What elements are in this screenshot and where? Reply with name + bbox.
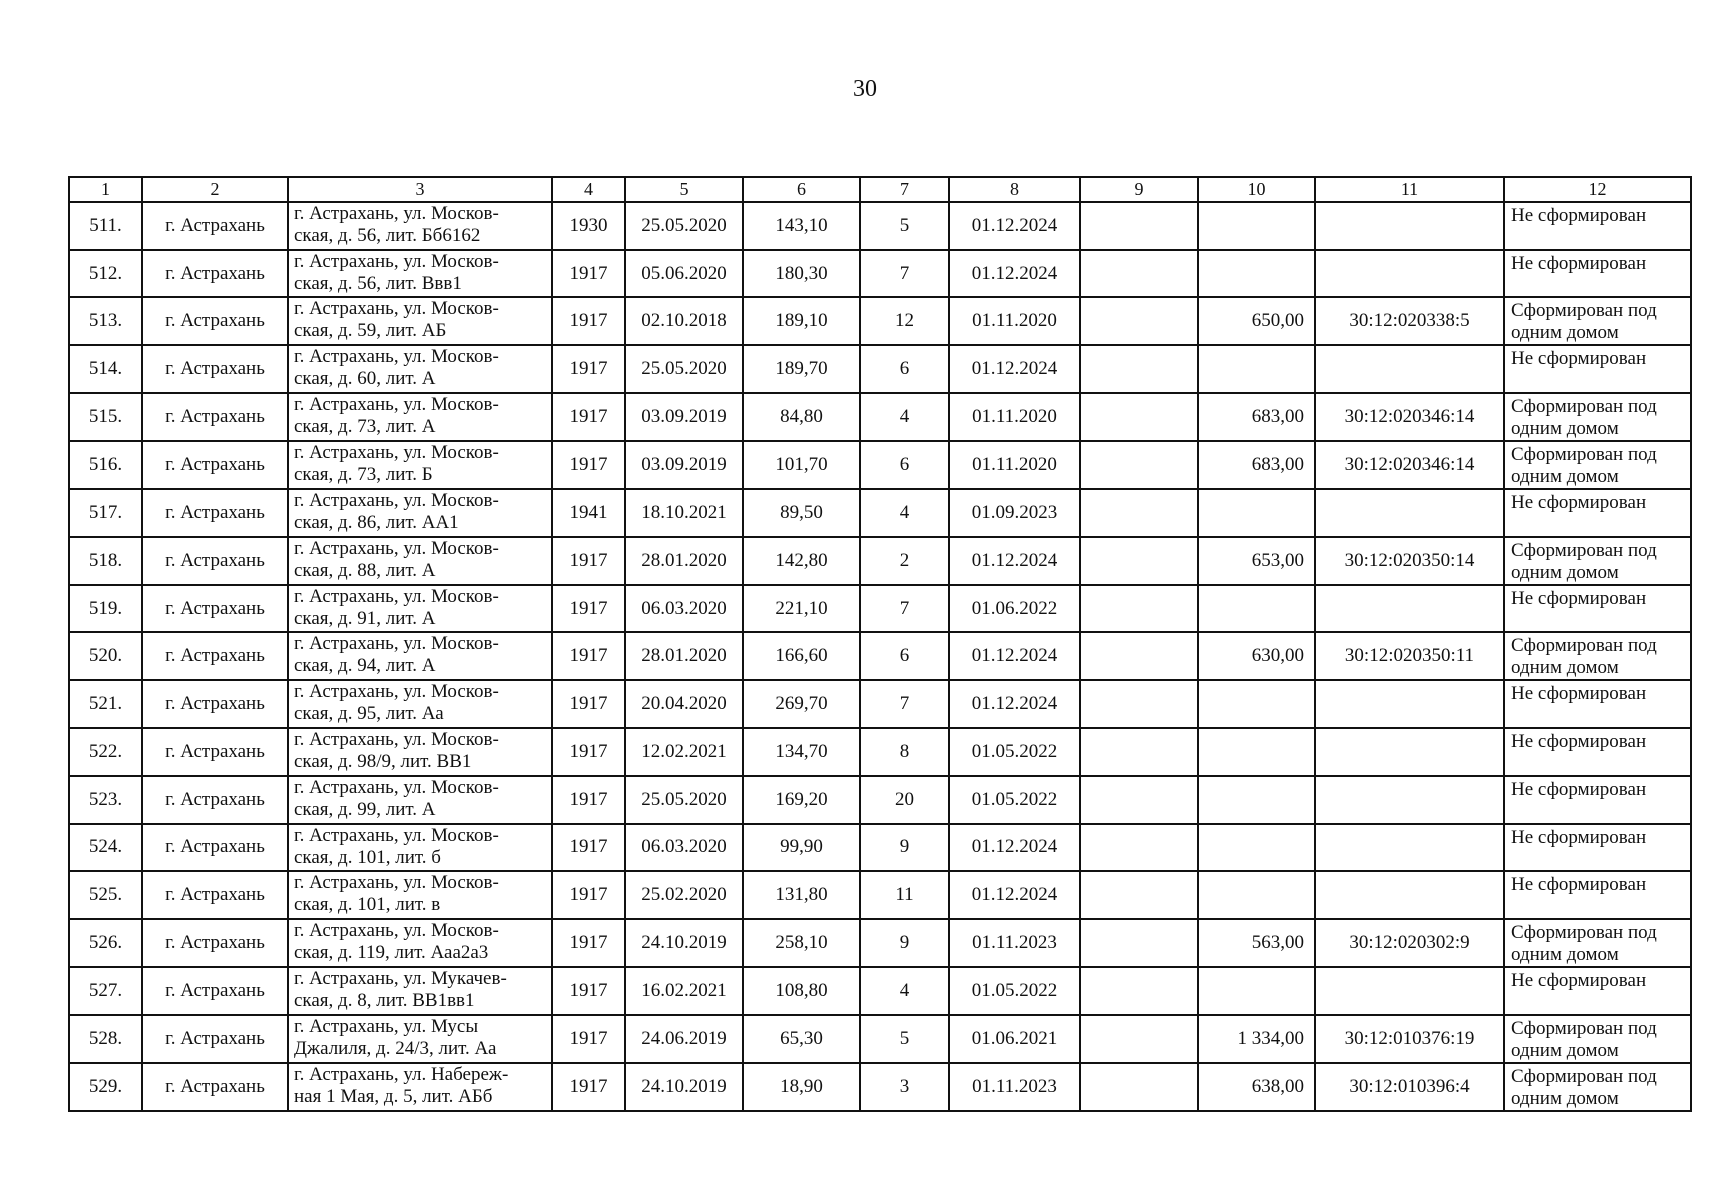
column-header-1: 1 <box>69 177 142 202</box>
cadastral-number-cell: 30:12:010376:19 <box>1315 1015 1504 1063</box>
cadastral-number-cell <box>1315 871 1504 919</box>
area-cell: 108,80 <box>743 967 860 1015</box>
address-cell: г. Астрахань, ул. Москов- ская, д. 101, лит. б <box>288 824 552 872</box>
row-number-cell: 519. <box>69 585 142 633</box>
land-status-cell: Не сформирован <box>1504 489 1691 537</box>
land-area-cell: 630,00 <box>1198 632 1315 680</box>
planned-date-cell: 01.12.2024 <box>949 824 1080 872</box>
column-9-cell <box>1080 489 1198 537</box>
cadastral-number-cell: 30:12:020346:14 <box>1315 393 1504 441</box>
cadastral-number-cell <box>1315 250 1504 298</box>
planned-date-cell: 01.05.2022 <box>949 967 1080 1015</box>
address-cell: г. Астрахань, ул. Мукачев- ская, д. 8, лит. ВВ1вв1 <box>288 967 552 1015</box>
address-cell: г. Астрахань, ул. Москов- ская, д. 73, лит. Б <box>288 441 552 489</box>
year-cell: 1917 <box>552 1063 625 1111</box>
land-status-cell: Сформирован под одним домом <box>1504 537 1691 585</box>
address-cell: г. Астрахань, ул. Москов- ская, д. 59, лит. АБ <box>288 297 552 345</box>
column-9-cell <box>1080 297 1198 345</box>
table-row <box>69 680 1691 728</box>
land-area-cell: 683,00 <box>1198 393 1315 441</box>
date-cell: 06.03.2020 <box>625 585 743 633</box>
date-cell: 28.01.2020 <box>625 537 743 585</box>
table-row <box>69 393 1691 441</box>
cadastral-number-cell <box>1315 776 1504 824</box>
year-cell: 1917 <box>552 297 625 345</box>
cadastral-number-cell: 30:12:020350:14 <box>1315 537 1504 585</box>
address-cell: г. Астрахань, ул. Москов- ская, д. 56, лит. Бб6162 <box>288 202 552 250</box>
column-header-3: 3 <box>288 177 552 202</box>
land-status-cell: Не сформирован <box>1504 585 1691 633</box>
city-cell: г. Астрахань <box>142 345 288 393</box>
table-header <box>69 177 1691 202</box>
city-cell: г. Астрахань <box>142 824 288 872</box>
count-cell: 8 <box>860 728 949 776</box>
date-cell: 16.02.2021 <box>625 967 743 1015</box>
land-status-cell: Не сформирован <box>1504 824 1691 872</box>
land-area-cell <box>1198 776 1315 824</box>
column-9-cell <box>1080 632 1198 680</box>
land-area-cell <box>1198 202 1315 250</box>
date-cell: 28.01.2020 <box>625 632 743 680</box>
date-cell: 06.03.2020 <box>625 824 743 872</box>
area-cell: 65,30 <box>743 1015 860 1063</box>
city-cell: г. Астрахань <box>142 537 288 585</box>
count-cell: 2 <box>860 537 949 585</box>
city-cell: г. Астрахань <box>142 441 288 489</box>
column-9-cell <box>1080 680 1198 728</box>
column-9-cell <box>1080 393 1198 441</box>
count-cell: 12 <box>860 297 949 345</box>
table-row <box>69 489 1691 537</box>
count-cell: 9 <box>860 919 949 967</box>
area-cell: 189,70 <box>743 345 860 393</box>
count-cell: 7 <box>860 585 949 633</box>
table-row <box>69 297 1691 345</box>
table-row <box>69 1063 1691 1111</box>
area-cell: 269,70 <box>743 680 860 728</box>
address-cell: г. Астрахань, ул. Москов- ская, д. 119, лит. Ааа2а3 <box>288 919 552 967</box>
page-number: 30 <box>853 76 877 102</box>
planned-date-cell: 01.06.2021 <box>949 1015 1080 1063</box>
column-header-10: 10 <box>1198 177 1315 202</box>
address-cell: г. Астрахань, ул. Москов- ская, д. 99, лит. А <box>288 776 552 824</box>
column-header-7: 7 <box>860 177 949 202</box>
planned-date-cell: 01.05.2022 <box>949 728 1080 776</box>
row-number-cell: 526. <box>69 919 142 967</box>
column-header-6: 6 <box>743 177 860 202</box>
planned-date-cell: 01.12.2024 <box>949 537 1080 585</box>
planned-date-cell: 01.09.2023 <box>949 489 1080 537</box>
city-cell: г. Астрахань <box>142 393 288 441</box>
area-cell: 180,30 <box>743 250 860 298</box>
land-area-cell: 638,00 <box>1198 1063 1315 1111</box>
city-cell: г. Астрахань <box>142 919 288 967</box>
date-cell: 24.10.2019 <box>625 919 743 967</box>
planned-date-cell: 01.05.2022 <box>949 776 1080 824</box>
area-cell: 142,80 <box>743 537 860 585</box>
land-status-cell: Не сформирован <box>1504 871 1691 919</box>
cadastral-number-cell <box>1315 680 1504 728</box>
land-status-cell: Сформирован под одним домом <box>1504 1063 1691 1111</box>
year-cell: 1941 <box>552 489 625 537</box>
table-row <box>69 1015 1691 1063</box>
year-cell: 1917 <box>552 585 625 633</box>
land-area-cell <box>1198 967 1315 1015</box>
land-status-cell: Сформирован под одним домом <box>1504 297 1691 345</box>
land-area-cell: 1 334,00 <box>1198 1015 1315 1063</box>
year-cell: 1917 <box>552 441 625 489</box>
column-9-cell <box>1080 250 1198 298</box>
column-9-cell <box>1080 776 1198 824</box>
land-area-cell <box>1198 824 1315 872</box>
city-cell: г. Астрахань <box>142 680 288 728</box>
table-row <box>69 202 1691 250</box>
row-number-cell: 511. <box>69 202 142 250</box>
area-cell: 18,90 <box>743 1063 860 1111</box>
count-cell: 20 <box>860 776 949 824</box>
address-cell: г. Астрахань, ул. Москов- ская, д. 91, лит. А <box>288 585 552 633</box>
cadastral-number-cell <box>1315 202 1504 250</box>
area-cell: 258,10 <box>743 919 860 967</box>
year-cell: 1917 <box>552 537 625 585</box>
housing-registry-table <box>68 176 1692 1112</box>
land-status-cell: Сформирован под одним домом <box>1504 393 1691 441</box>
date-cell: 20.04.2020 <box>625 680 743 728</box>
area-cell: 84,80 <box>743 393 860 441</box>
column-header-2: 2 <box>142 177 288 202</box>
row-number-cell: 525. <box>69 871 142 919</box>
column-9-cell <box>1080 345 1198 393</box>
row-number-cell: 523. <box>69 776 142 824</box>
row-number-cell: 522. <box>69 728 142 776</box>
cadastral-number-cell: 30:12:020350:11 <box>1315 632 1504 680</box>
land-status-cell: Не сформирован <box>1504 202 1691 250</box>
year-cell: 1917 <box>552 393 625 441</box>
planned-date-cell: 01.12.2024 <box>949 871 1080 919</box>
count-cell: 7 <box>860 680 949 728</box>
city-cell: г. Астрахань <box>142 871 288 919</box>
date-cell: 03.09.2019 <box>625 393 743 441</box>
year-cell: 1917 <box>552 632 625 680</box>
table-row <box>69 824 1691 872</box>
table-row <box>69 919 1691 967</box>
area-cell: 143,10 <box>743 202 860 250</box>
city-cell: г. Астрахань <box>142 489 288 537</box>
column-header-5: 5 <box>625 177 743 202</box>
row-number-cell: 517. <box>69 489 142 537</box>
planned-date-cell: 01.11.2020 <box>949 393 1080 441</box>
date-cell: 05.06.2020 <box>625 250 743 298</box>
address-cell: г. Астрахань, ул. Москов- ская, д. 56, лит. Ввв1 <box>288 250 552 298</box>
land-area-cell <box>1198 250 1315 298</box>
city-cell: г. Астрахань <box>142 967 288 1015</box>
city-cell: г. Астрахань <box>142 1063 288 1111</box>
cadastral-number-cell: 30:12:010396:4 <box>1315 1063 1504 1111</box>
column-header-11: 11 <box>1315 177 1504 202</box>
land-status-cell: Сформирован под одним домом <box>1504 632 1691 680</box>
column-header-8: 8 <box>949 177 1080 202</box>
table-row <box>69 776 1691 824</box>
year-cell: 1917 <box>552 680 625 728</box>
cadastral-number-cell <box>1315 345 1504 393</box>
table-row <box>69 345 1691 393</box>
date-cell: 25.05.2020 <box>625 345 743 393</box>
row-number-cell: 515. <box>69 393 142 441</box>
row-number-cell: 512. <box>69 250 142 298</box>
row-number-cell: 516. <box>69 441 142 489</box>
land-area-cell <box>1198 680 1315 728</box>
cadastral-number-cell <box>1315 824 1504 872</box>
address-cell: г. Астрахань, ул. Москов- ская, д. 88, лит. А <box>288 537 552 585</box>
land-status-cell: Не сформирован <box>1504 776 1691 824</box>
date-cell: 24.10.2019 <box>625 1063 743 1111</box>
column-9-cell <box>1080 824 1198 872</box>
date-cell: 02.10.2018 <box>625 297 743 345</box>
cadastral-number-cell: 30:12:020338:5 <box>1315 297 1504 345</box>
address-cell: г. Астрахань, ул. Москов- ская, д. 73, лит. А <box>288 393 552 441</box>
city-cell: г. Астрахань <box>142 1015 288 1063</box>
city-cell: г. Астрахань <box>142 297 288 345</box>
count-cell: 6 <box>860 441 949 489</box>
year-cell: 1917 <box>552 919 625 967</box>
count-cell: 5 <box>860 1015 949 1063</box>
area-cell: 99,90 <box>743 824 860 872</box>
planned-date-cell: 01.11.2023 <box>949 919 1080 967</box>
planned-date-cell: 01.12.2024 <box>949 202 1080 250</box>
planned-date-cell: 01.11.2020 <box>949 441 1080 489</box>
date-cell: 24.06.2019 <box>625 1015 743 1063</box>
header-row <box>69 177 1691 202</box>
count-cell: 7 <box>860 250 949 298</box>
cadastral-number-cell: 30:12:020346:14 <box>1315 441 1504 489</box>
city-cell: г. Астрахань <box>142 776 288 824</box>
row-number-cell: 513. <box>69 297 142 345</box>
area-cell: 166,60 <box>743 632 860 680</box>
column-9-cell <box>1080 202 1198 250</box>
table-row <box>69 632 1691 680</box>
date-cell: 25.02.2020 <box>625 871 743 919</box>
cadastral-number-cell <box>1315 728 1504 776</box>
address-cell: г. Астрахань, ул. Москов- ская, д. 86, лит. АА1 <box>288 489 552 537</box>
land-status-cell: Сформирован под одним домом <box>1504 441 1691 489</box>
count-cell: 4 <box>860 489 949 537</box>
area-cell: 101,70 <box>743 441 860 489</box>
column-9-cell <box>1080 441 1198 489</box>
column-9-cell <box>1080 967 1198 1015</box>
land-status-cell: Не сформирован <box>1504 250 1691 298</box>
cadastral-number-cell <box>1315 585 1504 633</box>
date-cell: 03.09.2019 <box>625 441 743 489</box>
area-cell: 134,70 <box>743 728 860 776</box>
land-status-cell: Не сформирован <box>1504 967 1691 1015</box>
land-area-cell <box>1198 871 1315 919</box>
count-cell: 3 <box>860 1063 949 1111</box>
land-area-cell: 650,00 <box>1198 297 1315 345</box>
address-cell: г. Астрахань, ул. Набереж- ная 1 Мая, д. 5, лит. АБб <box>288 1063 552 1111</box>
column-header-9: 9 <box>1080 177 1198 202</box>
count-cell: 4 <box>860 967 949 1015</box>
column-9-cell <box>1080 919 1198 967</box>
cadastral-number-cell <box>1315 489 1504 537</box>
city-cell: г. Астрахань <box>142 250 288 298</box>
column-9-cell <box>1080 537 1198 585</box>
table-row <box>69 967 1691 1015</box>
planned-date-cell: 01.06.2022 <box>949 585 1080 633</box>
land-status-cell: Не сформирован <box>1504 345 1691 393</box>
cadastral-number-cell: 30:12:020302:9 <box>1315 919 1504 967</box>
year-cell: 1917 <box>552 250 625 298</box>
count-cell: 4 <box>860 393 949 441</box>
row-number-cell: 518. <box>69 537 142 585</box>
row-number-cell: 514. <box>69 345 142 393</box>
land-status-cell: Сформирован под одним домом <box>1504 919 1691 967</box>
land-area-cell: 683,00 <box>1198 441 1315 489</box>
column-9-cell <box>1080 1015 1198 1063</box>
year-cell: 1917 <box>552 345 625 393</box>
date-cell: 18.10.2021 <box>625 489 743 537</box>
column-9-cell <box>1080 1063 1198 1111</box>
address-cell: г. Астрахань, ул. Москов- ская, д. 101, лит. в <box>288 871 552 919</box>
year-cell: 1917 <box>552 871 625 919</box>
city-cell: г. Астрахань <box>142 632 288 680</box>
area-cell: 131,80 <box>743 871 860 919</box>
address-cell: г. Астрахань, ул. Москов- ская, д. 60, лит. А <box>288 345 552 393</box>
city-cell: г. Астрахань <box>142 728 288 776</box>
count-cell: 6 <box>860 345 949 393</box>
land-status-cell: Не сформирован <box>1504 728 1691 776</box>
area-cell: 189,10 <box>743 297 860 345</box>
row-number-cell: 520. <box>69 632 142 680</box>
row-number-cell: 529. <box>69 1063 142 1111</box>
planned-date-cell: 01.12.2024 <box>949 250 1080 298</box>
address-cell: г. Астрахань, ул. Москов- ская, д. 95, лит. Аа <box>288 680 552 728</box>
land-area-cell <box>1198 585 1315 633</box>
year-cell: 1917 <box>552 824 625 872</box>
land-status-cell: Сформирован под одним домом <box>1504 1015 1691 1063</box>
table-row <box>69 537 1691 585</box>
column-9-cell <box>1080 871 1198 919</box>
planned-date-cell: 01.11.2020 <box>949 297 1080 345</box>
year-cell: 1917 <box>552 728 625 776</box>
row-number-cell: 521. <box>69 680 142 728</box>
date-cell: 25.05.2020 <box>625 202 743 250</box>
planned-date-cell: 01.12.2024 <box>949 345 1080 393</box>
land-area-cell: 653,00 <box>1198 537 1315 585</box>
table-row <box>69 585 1691 633</box>
table-row <box>69 250 1691 298</box>
planned-date-cell: 01.11.2023 <box>949 1063 1080 1111</box>
land-status-cell: Не сформирован <box>1504 680 1691 728</box>
cadastral-number-cell <box>1315 967 1504 1015</box>
table-row <box>69 871 1691 919</box>
area-cell: 221,10 <box>743 585 860 633</box>
table-row <box>69 441 1691 489</box>
address-cell: г. Астрахань, ул. Москов- ская, д. 94, лит. А <box>288 632 552 680</box>
year-cell: 1930 <box>552 202 625 250</box>
area-cell: 89,50 <box>743 489 860 537</box>
count-cell: 6 <box>860 632 949 680</box>
row-number-cell: 527. <box>69 967 142 1015</box>
land-area-cell: 563,00 <box>1198 919 1315 967</box>
date-cell: 12.02.2021 <box>625 728 743 776</box>
year-cell: 1917 <box>552 967 625 1015</box>
column-9-cell <box>1080 728 1198 776</box>
land-area-cell <box>1198 728 1315 776</box>
date-cell: 25.05.2020 <box>625 776 743 824</box>
column-header-12: 12 <box>1504 177 1691 202</box>
table-row <box>69 728 1691 776</box>
year-cell: 1917 <box>552 776 625 824</box>
address-cell: г. Астрахань, ул. Мусы Джалиля, д. 24/3, лит. Аа <box>288 1015 552 1063</box>
area-cell: 169,20 <box>743 776 860 824</box>
column-9-cell <box>1080 585 1198 633</box>
city-cell: г. Астрахань <box>142 585 288 633</box>
count-cell: 11 <box>860 871 949 919</box>
count-cell: 9 <box>860 824 949 872</box>
column-header-4: 4 <box>552 177 625 202</box>
table-body <box>69 202 1691 1111</box>
address-cell: г. Астрахань, ул. Москов- ская, д. 98/9, лит. ВВ1 <box>288 728 552 776</box>
land-area-cell <box>1198 489 1315 537</box>
count-cell: 5 <box>860 202 949 250</box>
planned-date-cell: 01.12.2024 <box>949 680 1080 728</box>
planned-date-cell: 01.12.2024 <box>949 632 1080 680</box>
year-cell: 1917 <box>552 1015 625 1063</box>
row-number-cell: 524. <box>69 824 142 872</box>
row-number-cell: 528. <box>69 1015 142 1063</box>
city-cell: г. Астрахань <box>142 202 288 250</box>
land-area-cell <box>1198 345 1315 393</box>
